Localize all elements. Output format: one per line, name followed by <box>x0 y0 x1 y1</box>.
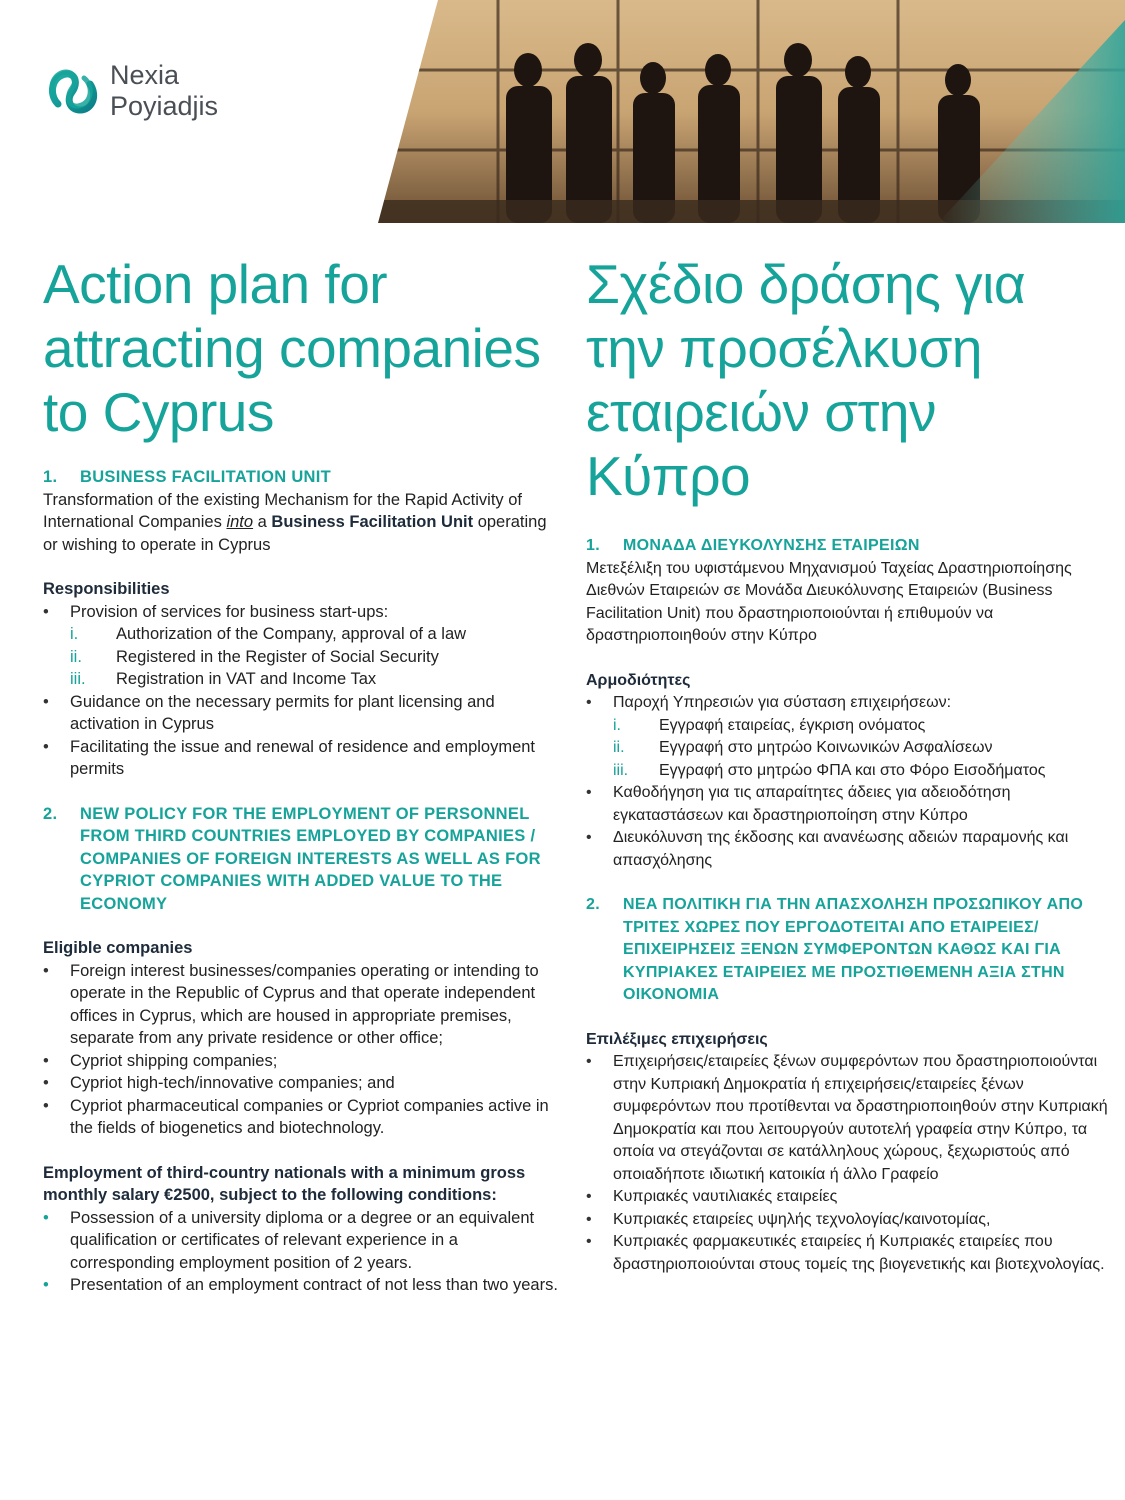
greek-title-line: την προσέλκυση <box>586 317 982 379</box>
list-item <box>586 782 1116 827</box>
section-1-heading <box>586 535 1116 558</box>
sub-list-text: Registration in VAT and Income Tax <box>116 670 377 688</box>
section-title: BUSINESS FACILITATION UNIT <box>80 468 332 486</box>
sub-list-item <box>613 737 1116 760</box>
responsibilities-list <box>586 692 1116 715</box>
responsibilities-heading: Responsibilities <box>43 580 170 598</box>
sub-list <box>43 623 558 691</box>
list-item-text: Facilitating the issue and renewal of residence and employment permits <box>70 737 536 778</box>
intro-text: Transformation of the existing Mechanism for the Rapid Activity of International Companies <box>43 490 523 531</box>
list-item-text: Cypriot high-tech/innovative companies; and <box>70 1074 395 1092</box>
roman-numeral: i. <box>613 716 621 734</box>
eligible-companies-heading: Επιλέξιμες επιχειρήσεις <box>586 1030 768 1048</box>
employment-conditions-list <box>43 1207 558 1297</box>
sub-list-text: Εγγραφή εταιρείας, έγκριση ονόματος <box>659 716 926 734</box>
section-2-heading <box>586 894 1116 1007</box>
intro-emphasis: into <box>226 513 254 531</box>
section-number: 2. <box>586 896 600 913</box>
section-2-heading <box>43 803 558 916</box>
section-1-heading <box>43 466 558 489</box>
company-logo <box>44 58 254 128</box>
list-item-text: Παροχή Υπηρεσιών για σύσταση επιχειρήσεων: <box>613 694 952 711</box>
list-item-text: Καθοδήγηση για τις απαραίτητες άδειες για αδειοδότηση εγκαταστάσεων και δραστηριοποίηση στην Κύπρο <box>613 784 1011 824</box>
responsibilities-list <box>43 601 558 624</box>
list-item <box>43 1050 558 1073</box>
section-title: NEW POLICY FOR THE EMPLOYMENT OF PERSONNEL FROM THIRD COUNTRIES EMPLOYED BY COMPANIES / COMPANIES OF FOREIGN INTERESTS AS WELL AS FOR CYPRIOT COMPANIES WITH ADDED VALUE TO THE ECONOMY <box>80 804 541 913</box>
list-item-text: Επιχειρήσεις/εταιρείες ξένων συμφερόντων που δραστηριοποιούνται στην Κυπριακή Δημοκρατία ή επιχειρήσεις/εταιρείες ξένων συμφερόντων που προτίθενται να δραστηριοποιηθούν στην Κυπριακή Δημοκρατία και που λειτουργούν αυτοτελή γραφεία στην Κύπρο, τα οποία να στεγάζονται σε κατάλληλους χώρους, ξεχωριστούς από οποιαδήποτε ιδιωτική κατοικία ή άλλο Γραφείο <box>613 1053 1108 1183</box>
sub-list-item <box>613 715 1116 738</box>
english-title <box>43 252 563 444</box>
list-item-text: Foreign interest businesses/companies operating or intending to operate in the Republic of Cyprus and that operate independent offices in Cyprus, which are housed in appropriate premises, separate from any private residence or other office; <box>70 961 539 1047</box>
intro-bold: Business Facilitation Unit <box>271 513 474 531</box>
greek-title-line: Κύπρο <box>586 445 751 507</box>
sub-list-item <box>70 668 558 691</box>
nexia-swirl-icon <box>44 64 102 120</box>
list-item <box>43 1095 558 1140</box>
brand-name <box>110 60 218 122</box>
english-title-line: Action plan for <box>43 253 388 315</box>
roman-numeral: ii. <box>613 739 625 756</box>
list-item <box>586 692 1116 715</box>
responsibilities-heading: Αρμοδιότητες <box>586 671 691 689</box>
list-item <box>586 1231 1116 1276</box>
list-item-text: Presentation of an employment contract of not less than two years. <box>70 1276 558 1294</box>
roman-numeral: iii. <box>613 761 629 779</box>
list-item <box>43 960 558 1050</box>
sub-list-text: Registered in the Register of Social Security <box>116 647 439 666</box>
section-title: ΜΟΝΑΔΑ ΔΙΕΥΚΟΛΥΝΣΗΣ ΕΤΑΙΡΕΙΩΝ <box>623 537 920 554</box>
roman-numeral: iii. <box>70 670 86 688</box>
list-item <box>43 736 558 781</box>
eligible-companies-list <box>43 960 558 1140</box>
list-item-text: Possession of a university diploma or a degree or an equivalent qualification or certificates of relevant experience in a corresponding employment position of 2 years. <box>70 1208 535 1272</box>
list-item-text: Provision of services for business start-ups: <box>70 602 389 621</box>
list-item <box>586 1051 1116 1186</box>
english-title-line: to Cyprus <box>43 381 274 443</box>
sub-list-item <box>613 760 1116 783</box>
section-1-intro: Μετεξέλιξη του υφιστάμενου Μηχανισμού Ταχείας Δραστηριοποίησης Διεθνών Εταιρειών σε Μονάδα Διευκόλυνσης Εταιρειών (Business Facilitation Unit) που δραστηριοποιούνται ή επιθυμούν να δραστηριοποιηθούν στην Κύπρο <box>586 559 1072 644</box>
greek-title-line: Σχέδιο δράσης για <box>586 253 1026 315</box>
intro-text: operating or wishing to operate in Cyprus <box>43 513 547 554</box>
greek-title <box>586 252 1125 508</box>
sub-list-text: Εγγραφή στο μητρώο Κοινωνικών Ασφαλίσεων <box>659 739 993 756</box>
section-number: 2. <box>43 804 58 823</box>
brand-line-2: Poyiadjis <box>110 91 219 121</box>
section-number: 1. <box>586 537 600 554</box>
list-item <box>43 691 558 736</box>
list-item <box>586 827 1116 872</box>
list-item <box>43 1207 558 1275</box>
list-item-text: Cypriot pharmaceutical companies or Cypriot companies active in the fields of biogenetics and biotechnology. <box>70 1096 549 1137</box>
employment-conditions-heading: Employment of third-country nationals with a minimum gross monthly salary €2500, subject to the following conditions: <box>43 1163 526 1204</box>
eligible-companies-list <box>586 1051 1116 1276</box>
sub-list <box>586 715 1116 783</box>
list-item-text: Κυπριακές φαρμακευτικές εταιρείες ή Κυπριακές εταιρείες που δραστηριοποιούνται στους τομείς της βιογενετικής και βιοτεχνολογίας. <box>613 1233 1105 1273</box>
greek-content <box>586 535 1116 1276</box>
responsibilities-list-continued <box>586 782 1116 872</box>
section-title: ΝΕΑ ΠΟΛΙΤΙΚΗ ΓΙΑ ΤΗΝ ΑΠΑΣΧΟΛΗΣΗ ΠΡΟΣΩΠΙΚΟΥ ΑΠΟ ΤΡΙΤΕΣ ΧΩΡΕΣ ΠΟΥ ΕΡΓΟΔΟΤΕΙΤΑΙ ΑΠΟ ΕΤΑΙΡΕΙΕΣ/ ΕΠΙΧΕΙΡΗΣΕΙΣ ΞΕΝΩΝ ΣΥΜΦΕΡΟΝΤΩΝ ΚΑΘΩΣ ΚΑΙ ΓΙΑ ΚΥΠΡΙΑΚΕΣ ΕΤΑΙΡΕΙΕΣ ΜΕ ΠΡΟΣΤΙΘΕΜΕΝΗ ΑΞΙΑ ΣΤΗΝ ΟΙΚΟΝΟΜΙΑ <box>623 896 1084 1003</box>
brand-line-1: Nexia <box>110 60 180 90</box>
sub-list-text: Authorization of the Company, approval of a law <box>116 625 467 643</box>
list-item-text: Guidance on the necessary permits for plant licensing and activation in Cyprus <box>70 692 495 733</box>
english-title-line: attracting companies <box>43 317 541 379</box>
sub-list-text: Εγγραφή στο μητρώο ΦΠΑ και στο Φόρο Εισοδήματος <box>659 761 1046 779</box>
list-item-text: Cypriot shipping companies; <box>70 1051 278 1070</box>
list-item-text: Διευκόλυνση της έκδοσης και ανανέωσης αδειών παραμονής και απασχόλησης <box>613 829 1069 869</box>
sub-list-item <box>70 646 558 669</box>
list-item <box>586 1186 1116 1209</box>
section-1-intro <box>43 489 558 557</box>
list-item <box>43 1072 558 1095</box>
list-item <box>43 601 558 624</box>
list-item <box>586 1209 1116 1232</box>
roman-numeral: ii. <box>70 647 82 666</box>
list-item-text: Κυπριακές ναυτιλιακές εταιρείες <box>613 1188 838 1205</box>
roman-numeral: i. <box>70 625 79 643</box>
responsibilities-list-continued <box>43 691 558 781</box>
list-item-text: Κυπριακές εταιρείες υψηλής τεχνολογίας/καινοτομίας, <box>613 1210 991 1228</box>
intro-text: a <box>253 513 272 531</box>
greek-title-line: εταιρειών στην <box>586 381 936 443</box>
header-photo <box>378 0 1125 223</box>
section-number: 1. <box>43 468 58 486</box>
eligible-companies-heading: Eligible companies <box>43 939 193 957</box>
list-item <box>43 1274 558 1297</box>
english-content <box>43 466 558 1297</box>
sub-list-item <box>70 623 558 646</box>
